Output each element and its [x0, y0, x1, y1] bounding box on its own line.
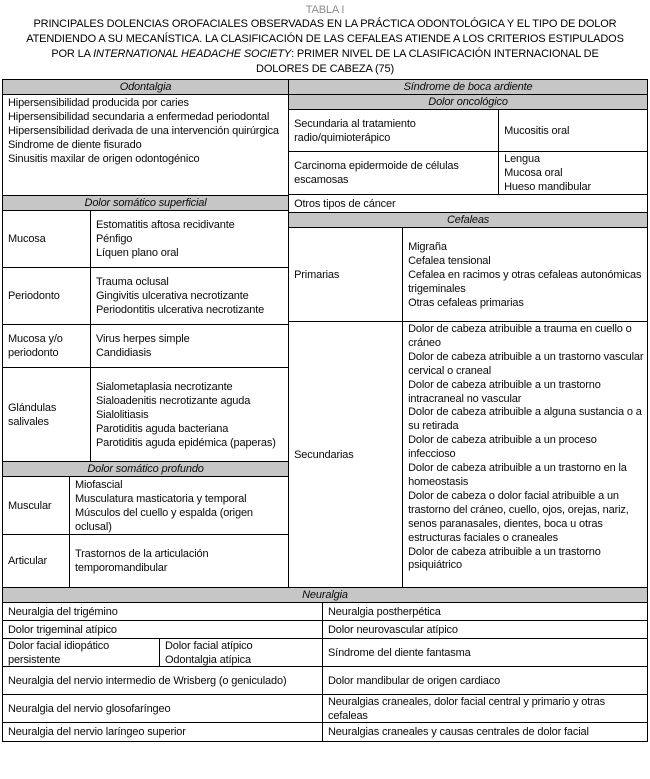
right-column [289, 80, 647, 588]
list-item: Dolor de cabeza atribuible a alguna sustancia o a su retirada [408, 406, 642, 433]
list-item: Musculatura masticatoria y temporal [75, 492, 247, 505]
neuralgia-left-cell: Neuralgia del nervio laríngeo superior [3, 723, 323, 741]
table-row-wrisberg [3, 667, 647, 695]
list-item: Sialometaplasia necrotizante [96, 380, 233, 393]
list-item: Músculos del cuello y espalda (origen oclusal) [75, 506, 253, 533]
left-column [3, 80, 289, 588]
list-item: Otras cefaleas primarias [408, 296, 524, 309]
table-row-cefaleas-secundarias [289, 322, 647, 588]
list-item: Lengua [504, 153, 540, 165]
upper-two-columns [3, 80, 647, 588]
title-part1: PRINCIPALES DOLENCIAS OROFACIALES OBSERVADAS EN LA PRÁCTICA ODONTOLÓGICA Y EL TIPO DE DOLOR ATENDIENDO A SU MECANÍSTICA. LA CLASIFICACIÓN DE LAS CEFALEAS ATIENDE A LOS CRITERIOS ESTIPULADOS POR LA [26, 18, 624, 60]
list-item: Sinusitis maxilar de origen odontogénico [8, 153, 200, 165]
neuralgia-right-cell: Dolor neurovascular atípico [328, 623, 458, 636]
row-label-articular: Articular [3, 535, 70, 587]
neuralgia-right-cell: Neuralgias craneales y causas centrales de dolor facial [328, 726, 589, 738]
table-row-carcinoma-epidermoide [289, 152, 647, 195]
row-items-periodonto [91, 268, 288, 324]
list-item: Dolor de cabeza atribuible a un trastorno intracraneal no vascular [408, 378, 601, 405]
table-caption [0, 0, 650, 77]
list-item: Pénfigo [96, 233, 133, 245]
list-item: Estomatitis aftosa recidivante [96, 219, 235, 231]
list-item: Trastornos de la articulación temporomandibular [75, 548, 209, 574]
row-items-primarias [403, 228, 647, 321]
list-item: Dolor de cabeza atribuible a un trastorno psiquiátrico [408, 545, 601, 572]
onco-sites-cell [499, 110, 647, 151]
list-item: Virus herpes simple [96, 333, 190, 345]
table-row-laringeo-superior [3, 723, 647, 741]
neuralgia-right-cell: Neuralgias craneales, dolor facial central y primario y otras cefaleas [328, 695, 605, 722]
list-item: Mucosa oral [504, 167, 563, 179]
list-item: Miofascial [75, 478, 123, 491]
list-item: Dolor de cabeza atribuible a un proceso infeccioso [408, 434, 597, 461]
list-item: Odontalgia atípica [165, 653, 251, 666]
table-row-periodonto [3, 268, 288, 325]
title-part2: : PRIMER NIVEL DE LA CLASIFICACIÓN INTERNACIONAL DE DOLORES DE CABEZA (75) [256, 48, 599, 75]
neuralgia-left-cell: Neuralgia del trigémino [3, 603, 323, 620]
neuralgia-left-cell: Neuralgia del nervio glosofaríngeo [3, 695, 323, 722]
neuralgia-cell-idiopatico: Dolor facial idiopático persistente [3, 639, 160, 666]
section-header-sindrome-boca-ardiente: Síndrome de boca ardiente [289, 80, 647, 95]
section-header-cefaleas: Cefaleas [289, 213, 647, 228]
list-item: Dolor facial atípico [165, 639, 253, 652]
row-items-glandulas-salivales [91, 368, 288, 461]
list-item: Periodontitis ulcerativa necrotizante [96, 304, 265, 316]
row-items-muscular [70, 477, 288, 534]
table-row-mucosa [3, 211, 288, 268]
table-row-facial-idiopatico [3, 639, 647, 667]
list-item: Sialolitiasis [96, 408, 149, 421]
list-item: Cefalea en racimos y otras cefaleas autonómicas trigeminales [408, 268, 642, 295]
odontalgia-items-cell [3, 95, 288, 195]
neuralgia-right-cell: Dolor mandibular de origen cardiaco [328, 674, 501, 687]
table-row-trigeminal-atipico [3, 621, 647, 639]
table-title [0, 17, 650, 77]
table-row-trigemino [3, 603, 647, 621]
table-row-cefaleas-primarias [289, 228, 647, 322]
table-row-mucosa-periodonto [3, 325, 288, 368]
list-item: Hueso mandibular [504, 181, 591, 193]
section-header-dolor-oncologico: Dolor oncológico [289, 95, 647, 110]
title-italic-society: INTERNATIONAL HEADACHE SOCIETY [93, 48, 292, 60]
neuralgia-right-cell: Neuralgia postherpética [328, 605, 441, 618]
list-item: Dolor de cabeza atribuible a trauma en cuello o cráneo [408, 323, 632, 349]
table-number: TABLA I [305, 4, 345, 16]
onco-cause-cell: Carcinoma epidermoide de células escamosas [289, 152, 499, 194]
list-item: Sialoadenitis necrotizante aguda [96, 394, 251, 407]
row-items-articular [70, 535, 288, 587]
main-table [2, 79, 648, 742]
list-item: Hipersensibilidad secundaria a enfermedad periodontal [8, 111, 270, 123]
neuralgia-left-cell: Neuralgia del nervio intermedio de Wrisberg (o geniculado) [3, 667, 323, 694]
section-header-dolor-somatico-superficial: Dolor somático superficial [3, 196, 288, 211]
list-item: Hipersensibilidad producida por caries [8, 97, 189, 109]
section-header-dolor-somatico-profundo: Dolor somático profundo [3, 462, 288, 477]
row-items-secundarias [403, 322, 647, 587]
onco-sites-cell [499, 152, 647, 194]
table-row-glandulas-salivales [3, 368, 288, 462]
list-item: Candidiasis [96, 347, 152, 359]
list-item: Dolor de cabeza atribuible a un trastorno vascular cervical o craneal [408, 350, 644, 377]
list-item: Líquen plano oral [96, 247, 179, 259]
table-row-otros-tipos-cancer [289, 195, 647, 213]
row-label-mucosa: Mucosa [3, 211, 91, 267]
list-item: Cefalea tensional [408, 254, 491, 267]
section-header-odontalgia: Odontalgia [3, 80, 288, 95]
list-item: Dolor de cabeza o dolor facial atribuible a un trastorno del cráneo, cuello, ojos, orejas, nariz, senos paranasales, dientes, boca u otras estructuras faciales o craneales [408, 489, 629, 544]
odontalgia-row [3, 95, 288, 196]
list-item: Dolor de cabeza atribuible a un trastorno en la homeostasis [408, 462, 627, 488]
row-label-primarias: Primarias [289, 228, 403, 321]
list-item: Parotiditis aguda bacteriana [96, 422, 229, 435]
row-items-mucosa-periodonto [91, 325, 288, 367]
row-label-glandulas-salivales: Glándulas salivales [3, 368, 91, 461]
list-item: Sindrome de diente fisurado [8, 139, 142, 151]
list-item: Mucositis oral [504, 124, 570, 137]
row-label-periodonto: Periodonto [3, 268, 91, 324]
section-header-neuralgia: Neuralgia [3, 588, 647, 603]
neuralgia-left-cell: Dolor trigeminal atípico [3, 621, 323, 638]
row-label-mucosa-periodonto: Mucosa y/o periodonto [3, 325, 91, 367]
row-label-secundarias: Secundarias [289, 322, 403, 587]
neuralgia-cell-diente-fantasma: Síndrome del diente fantasma [328, 646, 471, 659]
neuralgia-section [3, 588, 647, 741]
list-item: Gingivitis ulcerativa necrotizante [96, 290, 249, 302]
list-item: Hipersensibilidad derivada de una intervención quirúrgica [8, 125, 279, 137]
table-row-glosofaringeo [3, 695, 647, 723]
table-row-radio-quimioterapico [289, 110, 647, 152]
row-label-muscular: Muscular [3, 477, 70, 534]
list-item: Parotiditis aguda epidémica (paperas) [96, 436, 276, 449]
list-item: Migraña [408, 240, 447, 253]
table-row-articular [3, 535, 288, 588]
otros-tipos-cancer-cell: Otros tipos de cáncer [294, 197, 396, 210]
neuralgia-cell-atipico-list [160, 639, 323, 666]
row-items-mucosa [91, 211, 288, 267]
list-item: Trauma oclusal [96, 276, 169, 288]
onco-cause-cell: Secundaria al tratamiento radio/quimioterápico [289, 110, 499, 151]
table-row-muscular [3, 477, 288, 535]
